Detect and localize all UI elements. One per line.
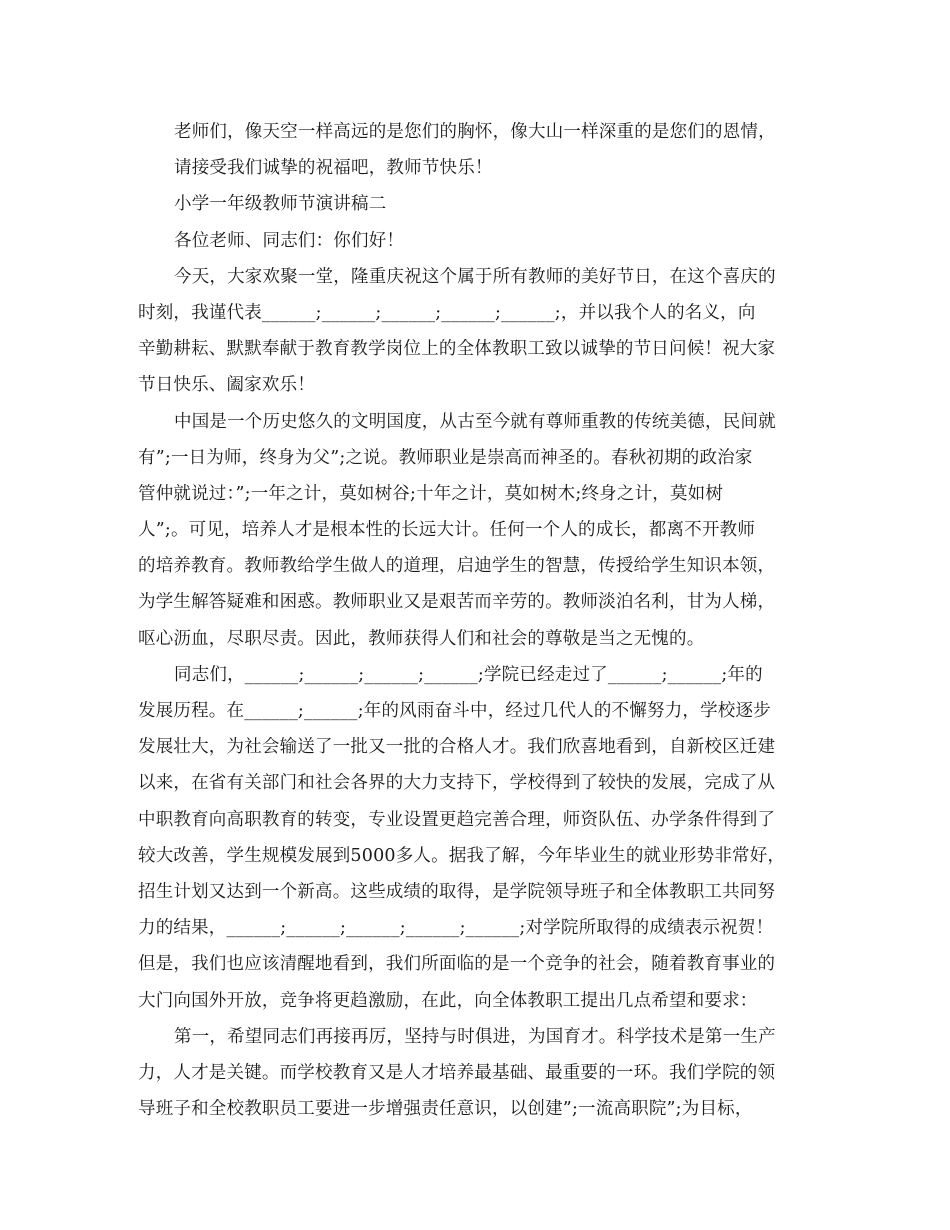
text-line: 有”;一日为师，终身为父”;之说。教师职业是崇高而神圣的。春秋初期的政治家 [138, 447, 753, 468]
text-line: 时刻，我谨代表______;______;______;______;______;，并以我个人的名义，向 [138, 302, 756, 323]
text-line: 人”;。可见，培养人才是根本性的长远大计。任何一个人的成长，都离不开教师 [138, 520, 756, 541]
text-line: 力，人才是关键。而学校教育又是人才培养最基础、最重要的一环。我们学院的领 [138, 1062, 776, 1083]
text-line: 节日快乐、阖家欢乐！ [138, 375, 315, 396]
text-line: 辛勤耕耘、默默奉献于教育教学岗位上的全体教职工致以诚挚的节日问候！祝大家 [138, 339, 776, 360]
text-line: 的培养教育。教师教给学生做人的道理，启迪学生的智慧，传授给学生知识本领， [138, 556, 776, 577]
text-line: 请接受我们诚挚的祝福吧，教师节快乐！ [174, 158, 493, 179]
text-line: 同志们，______;______;______;______;学院已经走过了______;______;年的 [174, 664, 763, 685]
text-line: 中职教育向高职教育的转变，专业设置更趋完善合理，师资队伍、办学条件得到了 [138, 809, 776, 830]
text-line: 小学一年级教师节演讲稿二 [174, 194, 387, 215]
text-line: 为学生解答疑难和困惑。教师职业又是艰苦而辛劳的。教师淡泊名利，甘为人梯， [138, 592, 776, 613]
text-line: 大门向国外开放，竞争将更趋激励，在此，向全体教职工提出几点希望和要求： [138, 990, 758, 1011]
text-line: 管仲就说过：”;一年之计，莫如树谷;十年之计，莫如树木;终身之计，莫如树 [138, 483, 724, 504]
text-line: 第一，希望同志们再接再厉，坚持与时俱进，为国育才。科学技术是第一生产 [174, 1026, 776, 1047]
text-line: 力的结果，______;______;______;______;______;对学院所取得的成绩表示祝贺！ [138, 918, 774, 939]
text-line: 较大改善，学生规模发展到5000多人。据我了解，今年毕业生的就业形势非常好， [138, 845, 786, 866]
text-line: 导班子和全校教职员工要进一步增强责任意识，以创建”;一流高职院”;为目标， [138, 1099, 753, 1120]
text-line: 中国是一个历史悠久的文明国度，从古至今就有尊师重教的传统美德，民间就 [174, 411, 776, 432]
text-line: 各位老师、同志们：你们好！ [174, 230, 405, 251]
text-line: 今天，大家欢聚一堂，隆重庆祝这个属于所有教师的美好节日，在这个喜庆的 [174, 266, 776, 287]
text-line: 以来，在省有关部门和社会各界的大力支持下，学校得到了较快的发展，完成了从 [138, 773, 776, 794]
text-line: 呕心沥血，尽职尽责。因此，教师获得人们和社会的尊敬是当之无愧的。 [138, 628, 705, 649]
text-line: 发展壮大，为社会输送了一批又一批的合格人才。我们欣喜地看到，自新校区迁建 [138, 737, 776, 758]
text-line: 老师们，像天空一样高远的是您们的胸怀，像大山一样深重的是您们的恩情， [174, 122, 776, 142]
text-line: 但是，我们也应该清醒地看到，我们所面临的是一个竞争的社会，随着教育事业的 [138, 954, 776, 975]
document-body [138, 114, 818, 1127]
text-line: 招生计划又达到一个新高。这些成绩的取得，是学院领导班子和全体教职工共同努 [138, 881, 776, 902]
text-line: 发展历程。在______;______;年的风雨奋斗中，经过几代人的不懈努力，学校逐步 [138, 701, 771, 721]
